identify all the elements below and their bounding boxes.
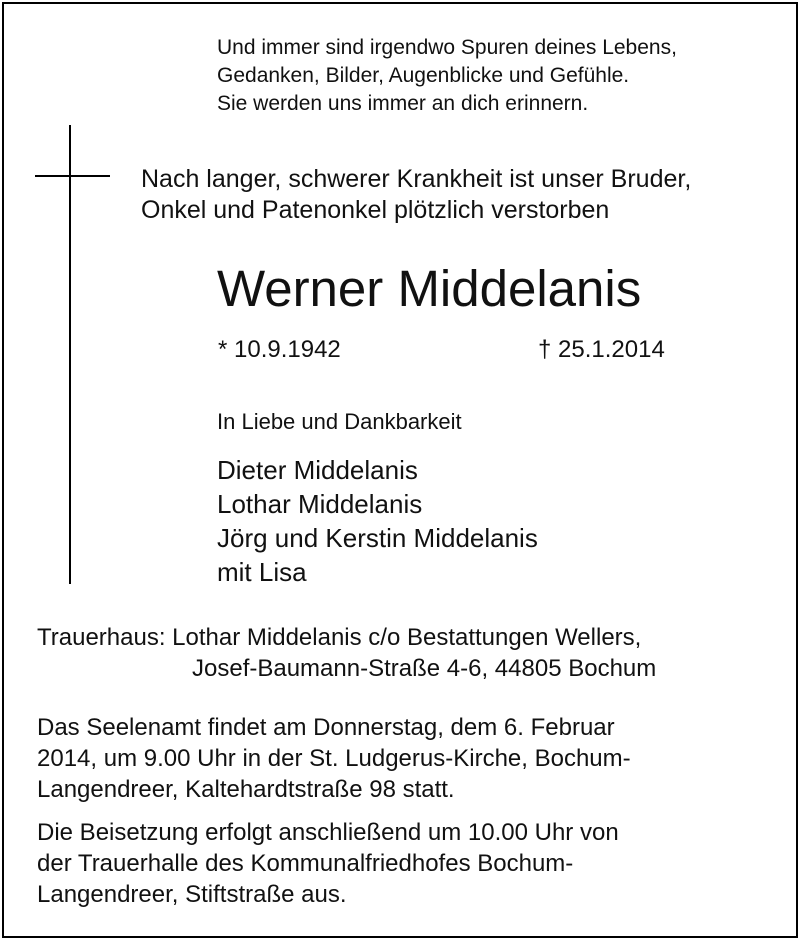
burial-line: Die Beisetzung erfolgt anschließend um 10.00 Uhr von: [37, 819, 619, 846]
death-date: † 25.1.2014: [538, 336, 665, 363]
intro-line: Onkel und Patenonkel plötzlich verstorben: [141, 196, 610, 224]
mourners-heading: In Liebe und Dankbarkeit: [217, 409, 462, 434]
mourner-name: mit Lisa: [217, 557, 307, 587]
deceased-name: Werner Middelanis: [217, 260, 642, 317]
mourner-name: Dieter Middelanis: [217, 455, 418, 485]
cross-icon-horizontal: [35, 175, 110, 177]
burial-line: der Trauerhalle des Kommunalfriedhofes Bochum-: [37, 850, 574, 877]
mourner-name: Lothar Middelanis: [217, 489, 423, 519]
requiem-line: Langendreer, Kaltehardtstraße 98 statt.: [37, 776, 455, 803]
requiem-line: 2014, um 9.00 Uhr in der St. Ludgerus-Kirche, Bochum-: [37, 745, 631, 772]
birth-date: * 10.9.1942: [218, 336, 341, 363]
trauerhaus-line: Trauerhaus: Lothar Middelanis c/o Bestattungen Wellers,: [37, 624, 642, 651]
intro-line: Nach langer, schwerer Krankheit ist unser Bruder,: [141, 165, 692, 193]
requiem-paragraph: [37, 712, 631, 805]
poem-line: Und immer sind irgendwo Spuren deines Lebens,: [217, 36, 677, 59]
intro-text: [141, 164, 691, 226]
requiem-line: Das Seelenamt findet am Donnerstag, dem 6. Februar: [37, 714, 615, 741]
poem: [217, 34, 677, 118]
mourners-list: [217, 453, 538, 589]
obituary-notice: [2, 2, 798, 938]
cross-icon-vertical: [69, 125, 71, 584]
poem-line: Gedanken, Bilder, Augenblicke und Gefühle.: [217, 64, 630, 87]
mourner-name: Jörg und Kerstin Middelanis: [217, 523, 538, 553]
burial-paragraph: [37, 817, 619, 910]
burial-line: Langendreer, Stiftstraße aus.: [37, 881, 347, 908]
trauerhaus-address: Josef-Baumann-Straße 4-6, 44805 Bochum: [192, 655, 657, 682]
poem-line: Sie werden uns immer an dich erinnern.: [217, 92, 589, 115]
